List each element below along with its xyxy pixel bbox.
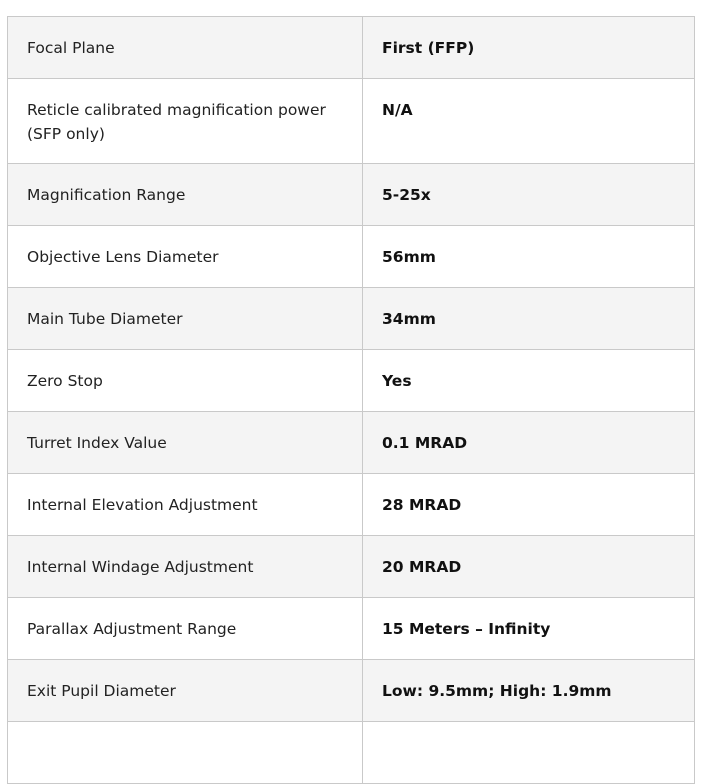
- spec-label: Main Tube Diameter: [8, 288, 363, 350]
- spec-value: 0.1 MRAD: [363, 412, 695, 474]
- spec-label: Objective Lens Diameter: [8, 226, 363, 288]
- spec-value: 56mm: [363, 226, 695, 288]
- spec-label: Focal Plane: [8, 17, 363, 79]
- spec-value: Low: 9.5mm; High: 1.9mm: [363, 660, 695, 722]
- spec-row-objective-lens: [8, 226, 695, 288]
- spec-value: First (FFP): [363, 17, 695, 79]
- spec-row-magnification-range: [8, 164, 695, 226]
- spec-value: Yes: [363, 350, 695, 412]
- spec-label: Magnification Range: [8, 164, 363, 226]
- spec-row-exit-pupil: [8, 660, 695, 722]
- spec-label: [8, 722, 363, 784]
- spec-row-elevation-adjustment: [8, 474, 695, 536]
- spec-label: Internal Elevation Adjustment: [8, 474, 363, 536]
- spec-label: Turret Index Value: [8, 412, 363, 474]
- spec-label: Reticle calibrated magnification power (SFP only): [8, 79, 363, 164]
- spec-value: 15 Meters – Infinity: [363, 598, 695, 660]
- spec-row-focal-plane: [8, 17, 695, 79]
- spec-value: 5-25x: [363, 164, 695, 226]
- spec-value: [363, 722, 695, 784]
- spec-label: Exit Pupil Diameter: [8, 660, 363, 722]
- spec-value: 28 MRAD: [363, 474, 695, 536]
- spec-value: 20 MRAD: [363, 536, 695, 598]
- spec-label: Parallax Adjustment Range: [8, 598, 363, 660]
- spec-row-main-tube: [8, 288, 695, 350]
- spec-row-reticle-magnification: [8, 79, 695, 164]
- spec-row-parallax-range: [8, 598, 695, 660]
- spec-row-zero-stop: [8, 350, 695, 412]
- spec-value: 34mm: [363, 288, 695, 350]
- spec-label: Internal Windage Adjustment: [8, 536, 363, 598]
- spec-value: N/A: [363, 79, 695, 164]
- spec-row-truncated: [8, 722, 695, 784]
- spec-row-turret-index: [8, 412, 695, 474]
- spec-label: Zero Stop: [8, 350, 363, 412]
- spec-row-windage-adjustment: [8, 536, 695, 598]
- specifications-table: [7, 16, 695, 784]
